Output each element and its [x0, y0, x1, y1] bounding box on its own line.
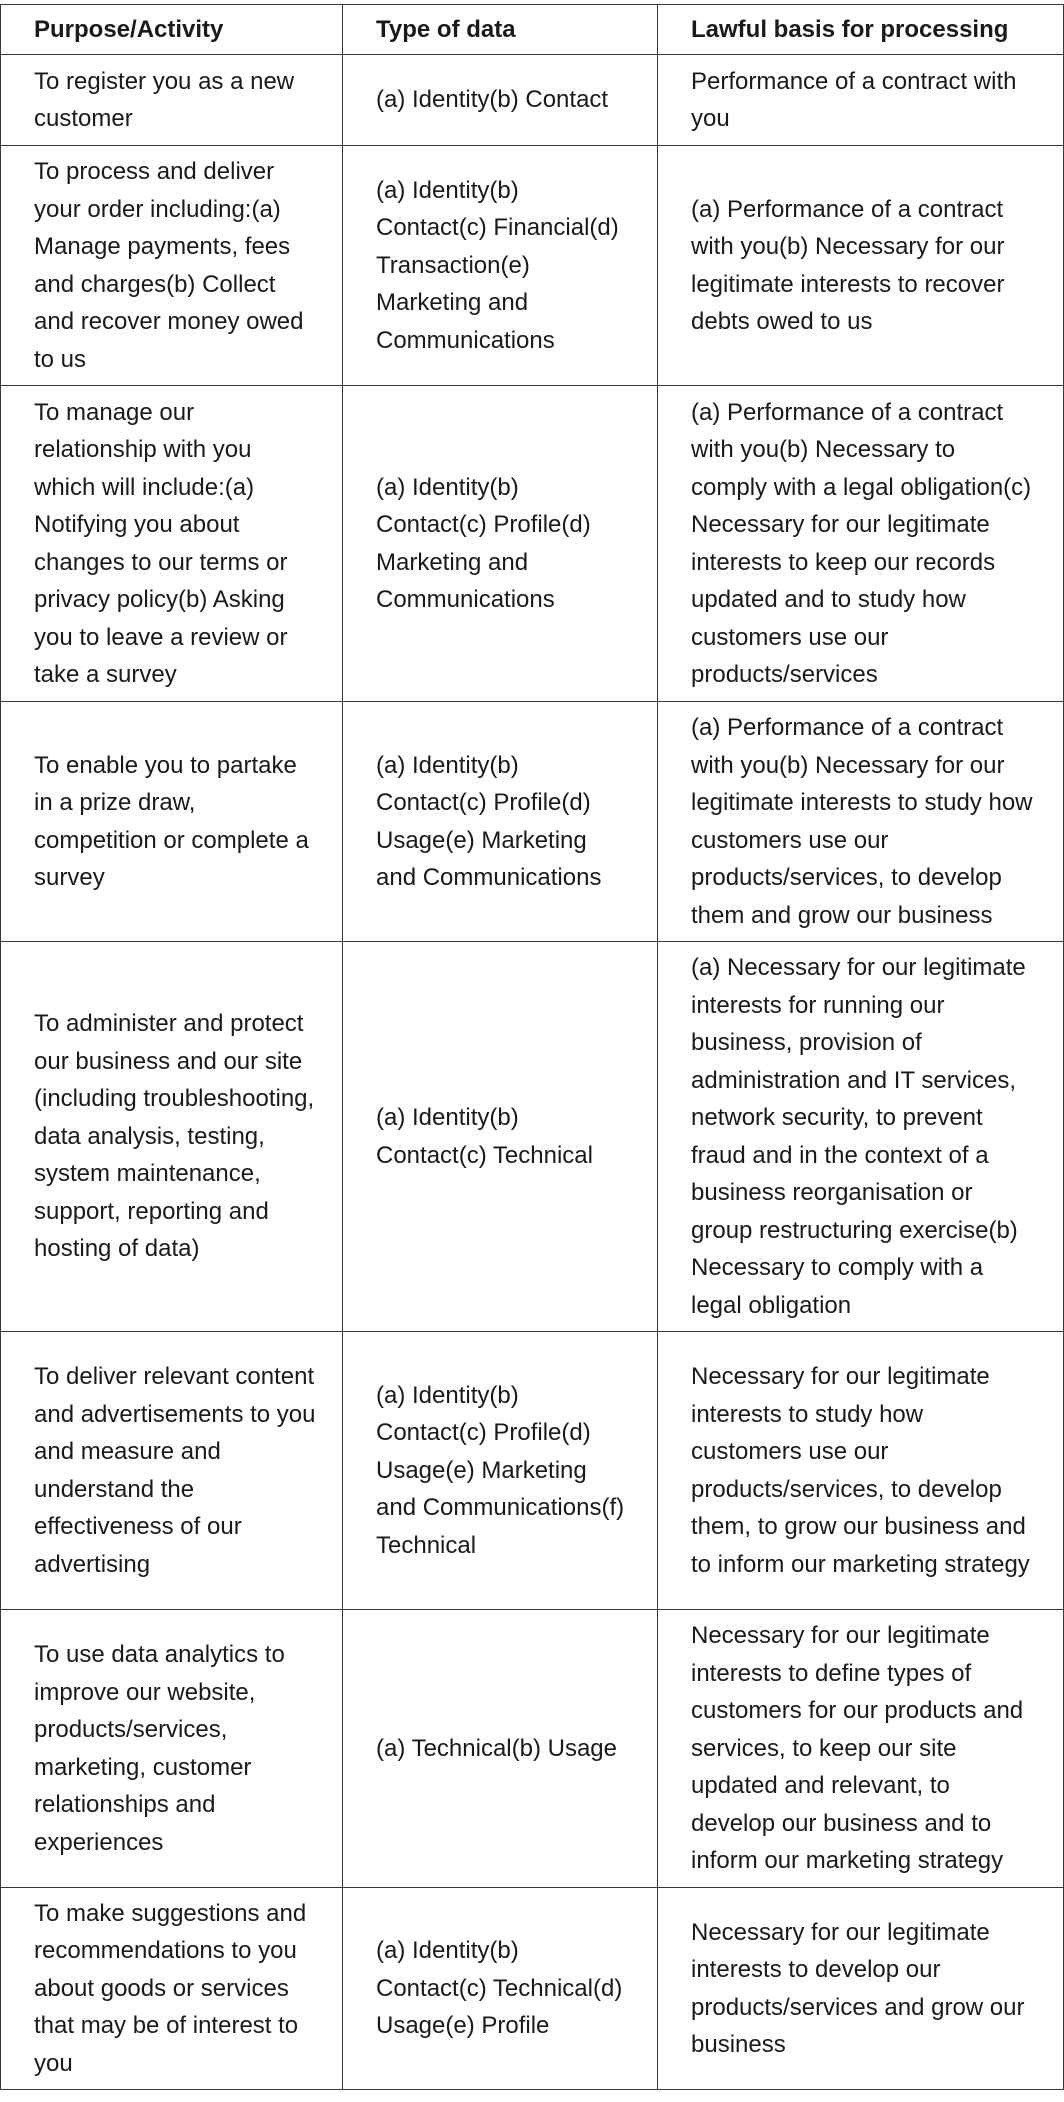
column-header-basis: Lawful basis for processing: [658, 5, 1064, 55]
purpose-cell: To administer and protect our business and our site (including troubleshooting, data analysis, testing, system maintenance, support, reporting and hosting of data): [1, 942, 343, 1332]
data-type-cell: (a) Identity(b) Contact: [343, 55, 658, 146]
lawful-basis-cell: Necessary for our legitimate interests to study how customers use our products/services, to develop them, to grow our business and to inform our marketing strategy: [658, 1332, 1064, 1610]
lawful-basis-cell: Performance of a contract with you: [658, 55, 1064, 146]
purpose-cell: To register you as a new customer: [1, 55, 343, 146]
lawful-basis-table-container: [0, 4, 1064, 2090]
table-row: [1, 1888, 1064, 2090]
purpose-cell: To deliver relevant content and advertisements to you and measure and understand the effectiveness of our advertising: [1, 1332, 343, 1610]
column-header-type: Type of data: [343, 5, 658, 55]
table-row: [1, 386, 1064, 702]
lawful-basis-cell: Necessary for our legitimate interests to define types of customers for our products and services, to keep our site updated and relevant, to develop our business and to inform our marketing strategy: [658, 1610, 1064, 1888]
table-row: [1, 942, 1064, 1332]
lawful-basis-table: [0, 4, 1064, 2090]
lawful-basis-cell: (a) Performance of a contract with you(b) Necessary for our legitimate interests to recover debts owed to us: [658, 146, 1064, 386]
lawful-basis-cell: Necessary for our legitimate interests to develop our products/services and grow our business: [658, 1888, 1064, 2090]
purpose-cell: To use data analytics to improve our website, products/services, marketing, customer relationships and experiences: [1, 1610, 343, 1888]
purpose-cell: To make suggestions and recommendations to you about goods or services that may be of interest to you: [1, 1888, 343, 2090]
purpose-cell: To manage our relationship with you which will include:(a) Notifying you about changes to our terms or privacy policy(b) Asking you to leave a review or take a survey: [1, 386, 343, 702]
table-row: [1, 146, 1064, 386]
data-type-cell: (a) Technical(b) Usage: [343, 1610, 658, 1888]
table-header-row: [1, 5, 1064, 55]
purpose-cell: To process and deliver your order including:(a) Manage payments, fees and charges(b) Collect and recover money owed to us: [1, 146, 343, 386]
data-type-cell: (a) Identity(b) Contact(c) Financial(d) Transaction(e) Marketing and Communications: [343, 146, 658, 386]
purpose-cell: To enable you to partake in a prize draw, competition or complete a survey: [1, 702, 343, 942]
data-type-cell: (a) Identity(b) Contact(c) Technical: [343, 942, 658, 1332]
data-type-cell: (a) Identity(b) Contact(c) Technical(d) Usage(e) Profile: [343, 1888, 658, 2090]
column-header-purpose: Purpose/Activity: [1, 5, 343, 55]
table-row: [1, 702, 1064, 942]
lawful-basis-cell: (a) Necessary for our legitimate interests for running our business, provision of administration and IT services, network security, to prevent fraud and in the context of a business reorganisation or group restructuring exercise(b) Necessary to comply with a legal obligation: [658, 942, 1064, 1332]
lawful-basis-cell: (a) Performance of a contract with you(b) Necessary to comply with a legal obligation(c) Necessary for our legitimate interests to keep our records updated and to study how customers use our products/services: [658, 386, 1064, 702]
lawful-basis-cell: (a) Performance of a contract with you(b) Necessary for our legitimate interests to study how customers use our products/services, to develop them and grow our business: [658, 702, 1064, 942]
data-type-cell: (a) Identity(b) Contact(c) Profile(d) Marketing and Communications: [343, 386, 658, 702]
table-row: [1, 1610, 1064, 1888]
table-row: [1, 55, 1064, 146]
data-type-cell: (a) Identity(b) Contact(c) Profile(d) Usage(e) Marketing and Communications: [343, 702, 658, 942]
data-type-cell: (a) Identity(b) Contact(c) Profile(d) Usage(e) Marketing and Communications(f) Technical: [343, 1332, 658, 1610]
table-row: [1, 1332, 1064, 1610]
